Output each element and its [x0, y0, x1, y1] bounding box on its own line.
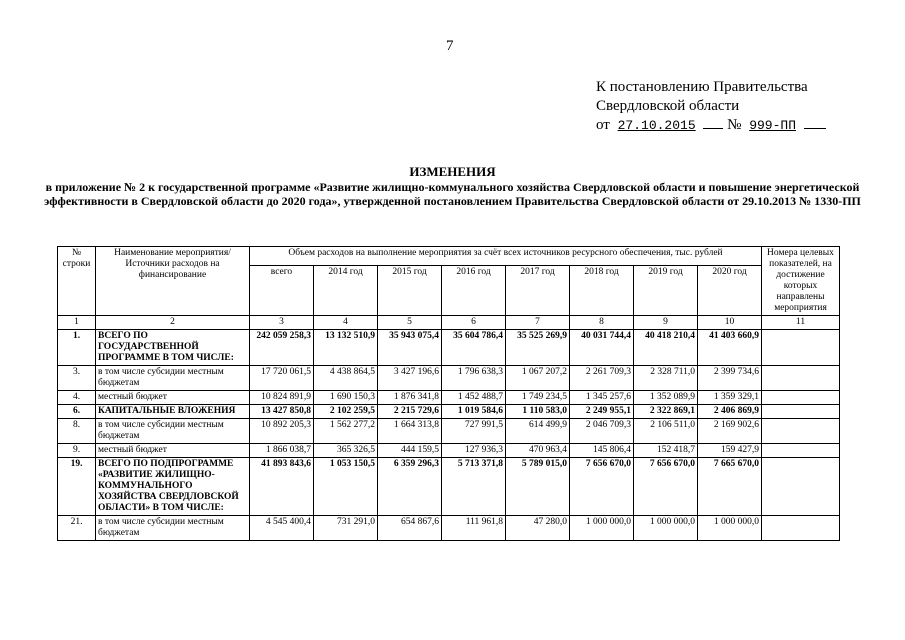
row-value: 654 867,6	[378, 516, 442, 541]
row-value: 5 789 015,0	[506, 458, 570, 516]
row-value: 3 427 196,6	[378, 366, 442, 391]
table-row	[58, 405, 840, 419]
column-number: 8	[570, 316, 634, 330]
expenses-table	[57, 246, 840, 541]
row-name: в том числе субсидии местным бюджетам	[96, 366, 250, 391]
row-value: 2 102 259,5	[314, 405, 378, 419]
row-value: 47 280,0	[506, 516, 570, 541]
row-value: 10 892 205,3	[250, 419, 314, 444]
row-value: 5 713 371,8	[442, 458, 506, 516]
row-value: 1 000 000,0	[570, 516, 634, 541]
row-value: 13 132 510,9	[314, 330, 378, 366]
row-value: 614 499,9	[506, 419, 570, 444]
column-number: 4	[314, 316, 378, 330]
approval-date-line	[596, 116, 826, 135]
date-prefix: от	[596, 117, 610, 133]
header-row-1	[58, 247, 840, 266]
column-number: 10	[698, 316, 762, 330]
title-text: в приложение № 2 к государственной программе «Развитие жилищно-коммунального хозяйства Свердловской области и повышение энергетической эффективности в Свердловской области до 2020 года», утвержденной постановлением Правительства Свердловской области от 29.10.2013 № 1330-ПП	[44, 180, 861, 208]
row-value: 7 656 670,0	[634, 458, 698, 516]
row-value: 2 328 711,0	[634, 366, 698, 391]
row-value: 127 936,3	[442, 444, 506, 458]
row-value: 1 000 000,0	[634, 516, 698, 541]
row-value: 1 690 150,3	[314, 391, 378, 405]
table-row	[58, 444, 840, 458]
row-name: в том числе субсидии местным бюджетам	[96, 419, 250, 444]
document-title	[40, 165, 865, 208]
row-value: 365 326,5	[314, 444, 378, 458]
row-value: 35 525 269,9	[506, 330, 570, 366]
header-row-no: № строки	[58, 247, 96, 316]
row-name: в том числе субсидии местным бюджетам	[96, 516, 250, 541]
row-value: 1 352 089,9	[634, 391, 698, 405]
row-number: 1.	[58, 330, 96, 366]
row-value: 1 019 584,6	[442, 405, 506, 419]
row-targets	[762, 444, 840, 458]
approval-line-2: Свердловской области	[596, 98, 740, 114]
row-value: 41 403 660,9	[698, 330, 762, 366]
row-name: ВСЕГО ПО ГОСУДАРСТВЕННОЙ ПРОГРАММЕ В ТОМ ЧИСЛЕ:	[96, 330, 250, 366]
row-number: 4.	[58, 391, 96, 405]
underline-spacer	[804, 128, 826, 129]
column-number-row	[58, 316, 840, 330]
row-value: 7 656 670,0	[570, 458, 634, 516]
underline-spacer	[703, 128, 723, 129]
row-name: местный бюджет	[96, 391, 250, 405]
row-value: 2 249 955,1	[570, 405, 634, 419]
row-targets	[762, 366, 840, 391]
number-prefix: №	[727, 117, 742, 133]
row-value: 2 169 902,6	[698, 419, 762, 444]
row-value: 2 406 869,9	[698, 405, 762, 419]
title-heading: ИЗМЕНЕНИЯ	[409, 164, 496, 179]
row-number: 6.	[58, 405, 96, 419]
header-col-4: 2017 год	[506, 266, 570, 316]
column-number: 2	[96, 316, 250, 330]
row-name: местный бюджет	[96, 444, 250, 458]
row-value: 4 438 864,5	[314, 366, 378, 391]
row-value: 1 359 329,1	[698, 391, 762, 405]
row-number: 9.	[58, 444, 96, 458]
row-value: 1 053 150,5	[314, 458, 378, 516]
row-value: 1 345 257,6	[570, 391, 634, 405]
row-value: 242 059 258,3	[250, 330, 314, 366]
row-value: 1 749 234,5	[506, 391, 570, 405]
row-value: 1 452 488,7	[442, 391, 506, 405]
table-row	[58, 366, 840, 391]
table-row	[58, 516, 840, 541]
row-targets	[762, 516, 840, 541]
row-number: 21.	[58, 516, 96, 541]
header-col-0: всего	[250, 266, 314, 316]
header-col-7: 2020 год	[698, 266, 762, 316]
row-value: 152 418,7	[634, 444, 698, 458]
row-value: 2 322 869,1	[634, 405, 698, 419]
header-col-1: 2014 год	[314, 266, 378, 316]
approval-number: 999-ПП	[749, 118, 796, 133]
row-value: 2 106 511,0	[634, 419, 698, 444]
approval-line-1: К постановлению Правительства	[596, 79, 808, 95]
header-col-6: 2019 год	[634, 266, 698, 316]
row-name: КАПИТАЛЬНЫЕ ВЛОЖЕНИЯ	[96, 405, 250, 419]
column-number: 3	[250, 316, 314, 330]
page-number: 7	[446, 38, 454, 54]
column-number: 7	[506, 316, 570, 330]
column-number: 9	[634, 316, 698, 330]
row-value: 470 963,4	[506, 444, 570, 458]
row-value: 4 545 400,4	[250, 516, 314, 541]
table-row	[58, 391, 840, 405]
row-value: 7 665 670,0	[698, 458, 762, 516]
row-value: 41 893 843,6	[250, 458, 314, 516]
row-value: 2 215 729,6	[378, 405, 442, 419]
row-value: 731 291,0	[314, 516, 378, 541]
row-targets	[762, 330, 840, 366]
row-value: 1 664 313,8	[378, 419, 442, 444]
row-value: 35 604 786,4	[442, 330, 506, 366]
row-value: 1 562 277,2	[314, 419, 378, 444]
column-number: 6	[442, 316, 506, 330]
table-row	[58, 419, 840, 444]
column-number: 1	[58, 316, 96, 330]
row-value: 2 261 709,3	[570, 366, 634, 391]
row-number: 19.	[58, 458, 96, 516]
row-targets	[762, 391, 840, 405]
approval-block	[596, 78, 826, 135]
row-value: 2 046 709,3	[570, 419, 634, 444]
row-targets	[762, 419, 840, 444]
row-value: 35 943 075,4	[378, 330, 442, 366]
column-number: 11	[762, 316, 840, 330]
row-value: 2 399 734,6	[698, 366, 762, 391]
row-value: 1 796 638,3	[442, 366, 506, 391]
column-number: 5	[378, 316, 442, 330]
row-value: 17 720 061,5	[250, 366, 314, 391]
row-number: 8.	[58, 419, 96, 444]
row-value: 1 067 207,2	[506, 366, 570, 391]
row-number: 3.	[58, 366, 96, 391]
header-targets: Номера целевых показателей, на достижение которых направлены мероприятия	[762, 247, 840, 316]
header-col-5: 2018 год	[570, 266, 634, 316]
row-value: 13 427 850,8	[250, 405, 314, 419]
approval-date: 27.10.2015	[617, 118, 696, 133]
header-name: Наименование мероприятия/Источники расходов на финансирование	[96, 247, 250, 316]
row-value: 159 427,9	[698, 444, 762, 458]
row-value: 111 961,8	[442, 516, 506, 541]
row-targets	[762, 458, 840, 516]
row-value: 40 418 210,4	[634, 330, 698, 366]
header-col-2: 2015 год	[378, 266, 442, 316]
table-row	[58, 458, 840, 516]
table-row	[58, 330, 840, 366]
row-name: ВСЕГО ПО ПОДПРОГРАММЕ «РАЗВИТИЕ ЖИЛИЩНО-КОММУНАЛЬНОГО ХОЗЯЙСТВА СВЕРДЛОВСКОЙ ОБЛАСТИ» В ТОМ ЧИСЛЕ:	[96, 458, 250, 516]
row-value: 6 359 296,3	[378, 458, 442, 516]
row-value: 727 991,5	[442, 419, 506, 444]
row-value: 1 876 341,8	[378, 391, 442, 405]
row-value: 444 159,5	[378, 444, 442, 458]
row-value: 1 866 038,7	[250, 444, 314, 458]
header-col-3: 2016 год	[442, 266, 506, 316]
row-value: 40 031 744,4	[570, 330, 634, 366]
row-targets	[762, 405, 840, 419]
row-value: 1 000 000,0	[698, 516, 762, 541]
header-volume: Объем расходов на выполнение мероприятия за счёт всех источников ресурсного обеспечения, тыс. рублей	[250, 247, 762, 266]
row-value: 145 806,4	[570, 444, 634, 458]
row-value: 1 110 583,0	[506, 405, 570, 419]
row-value: 10 824 891,9	[250, 391, 314, 405]
